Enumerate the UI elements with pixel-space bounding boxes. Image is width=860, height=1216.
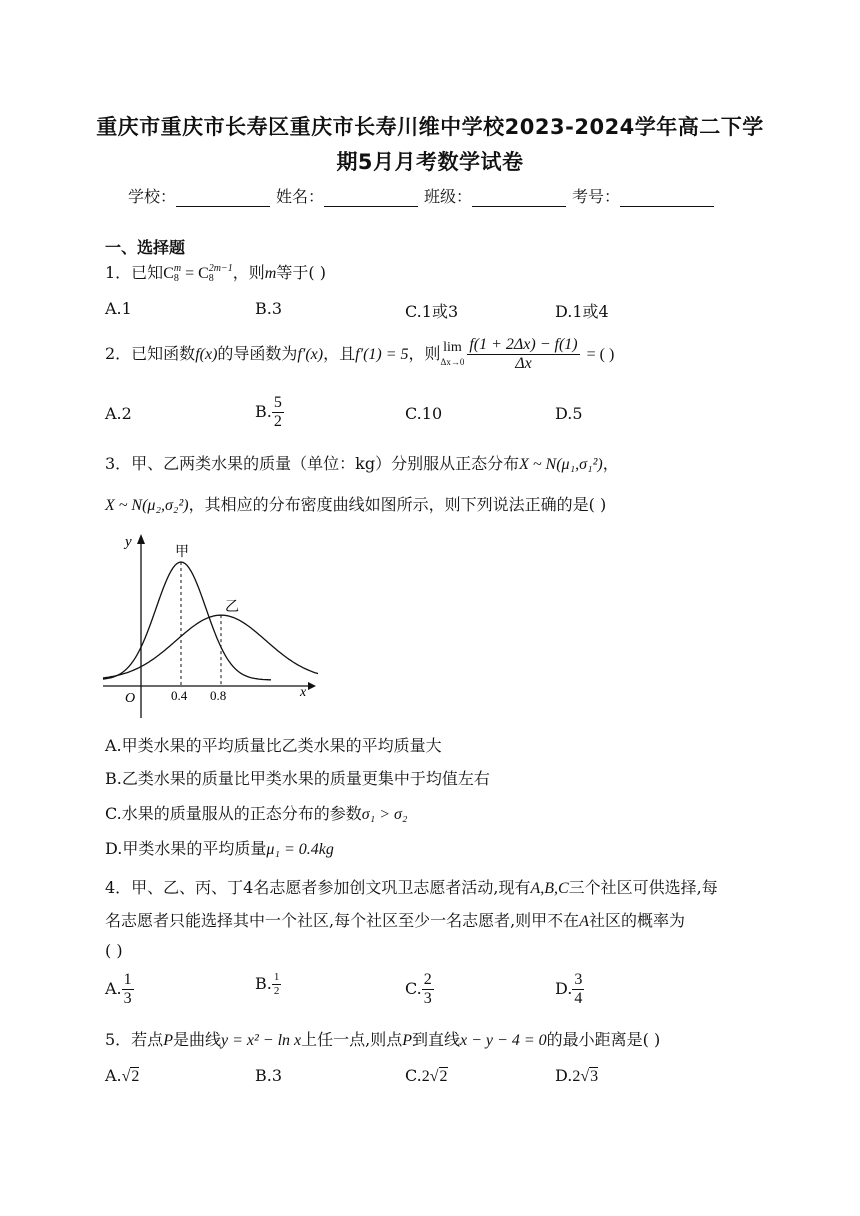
q2-numerator: f(1 + 2Δx) − f(1) (469, 336, 578, 353)
q4-option-a[interactable] (105, 971, 134, 1008)
q1-comb1-sub: 8 (173, 272, 179, 284)
q2-mid3: ，则 (408, 344, 441, 363)
q2-option-d[interactable]: D.5 (555, 404, 583, 423)
q5-option-c-radicand: 2 (439, 1068, 448, 1085)
q5-option-d[interactable]: D.2√3 (555, 1066, 599, 1085)
q3-option-c-math: σ₁ > σ₂ (361, 806, 408, 823)
q4-vars: A,B,C (530, 880, 569, 897)
q2-option-b-label: B. (255, 402, 272, 421)
q4-option-b-frac (272, 971, 282, 998)
q4-var: A (579, 913, 589, 930)
q4-option-c-num: 2 (423, 971, 432, 988)
q2-function: f(x) (195, 346, 218, 363)
q4-line2-suffix: 社区的概率为 (588, 911, 685, 930)
q3-prefix: 3．甲、乙两类水果的质量（单位：kg）分别服从正态分布 (105, 454, 520, 473)
q1-var: m (264, 265, 277, 282)
q3-option-c-text: C.水果的质量服从的正态分布的参数 (105, 804, 362, 823)
y-axis-label: y (125, 534, 132, 550)
q1-option-b[interactable]: B.3 (255, 299, 283, 318)
name-blank[interactable] (324, 190, 418, 207)
q4-line1-suffix: 三个社区可供选择,每 (568, 878, 718, 897)
q5-line: x − y − 4 = 0 (460, 1032, 547, 1049)
q2-option-b-den: 2 (273, 413, 282, 430)
q5-mid1: 是曲线 (172, 1030, 221, 1049)
q4-option-a-num: 1 (123, 971, 132, 988)
q4-option-d-num: 3 (574, 971, 583, 988)
q2-fraction (467, 336, 579, 373)
exam-title-line2: 期5月月考数学试卷 (336, 150, 524, 174)
q4-option-b-label: B. (255, 974, 272, 993)
origin-label: O (125, 691, 136, 706)
q1-comb1-sup: m (173, 262, 182, 274)
q3-option-a[interactable]: A.甲类水果的平均质量比乙类水果的平均质量大 (105, 736, 442, 755)
q2-option-b-frac (272, 394, 284, 431)
q4-option-a-frac (122, 971, 134, 1008)
q4-option-d-label: D. (555, 979, 573, 998)
q2-option-c[interactable]: C.10 (405, 404, 443, 423)
q5-point: P (163, 1032, 173, 1049)
q3-option-d-text: D.甲类水果的平均质量 (105, 839, 267, 858)
q1-prefix: 1．已知 (105, 263, 164, 282)
q5-option-d-radicand: 3 (590, 1068, 599, 1085)
q5-option-d-coef: 2 (572, 1068, 581, 1085)
q1-suffix: 等于( ) (276, 263, 326, 282)
question-4-line3: ( ) (105, 941, 123, 960)
q4-option-d-den: 4 (574, 990, 583, 1007)
series-yi-label: 乙 (225, 600, 239, 616)
q5-option-d-label: D. (555, 1066, 573, 1085)
q5-option-a-radicand: 2 (131, 1068, 140, 1085)
number-label: 考号： (572, 187, 621, 206)
q3-line1-suffix: ， (602, 454, 619, 473)
q2-derivative: f′(x) (297, 346, 324, 363)
class-blank[interactable] (472, 190, 566, 207)
q3-dist2: X ~ N(μ₂,σ₂²) (105, 497, 189, 514)
q4-line2: 名志愿者只能选择其中一个社区,每个社区至少一名志愿者,则甲不在 (105, 911, 580, 930)
q3-option-d-math: μ₁ = 0.4kg (266, 841, 334, 858)
q4-option-b-den: 2 (273, 985, 280, 997)
question-3-line2 (105, 492, 606, 515)
series-yi-curve (103, 615, 318, 678)
q3-option-b[interactable]: B.乙类水果的质量比甲类水果的质量更集中于均值左右 (105, 769, 490, 788)
q5-mid3: 到直线 (412, 1030, 461, 1049)
q3-dist1: X ~ N(μ₁,σ₁²) (519, 456, 603, 473)
school-label: 学校： (128, 187, 177, 206)
q5-option-b[interactable]: B.3 (255, 1066, 283, 1085)
class-label: 班级： (424, 187, 473, 206)
school-blank[interactable] (176, 190, 270, 207)
q2-denominator: Δx (515, 355, 532, 372)
q4-option-a-label: A. (105, 979, 122, 998)
x-axis-arrow (308, 682, 316, 690)
q1-option-c[interactable]: C.1或3 (405, 302, 459, 321)
q2-suffix: = ( ) (582, 346, 615, 363)
name-label: 姓名： (276, 187, 325, 206)
question-3-line1 (105, 451, 619, 474)
q4-option-b[interactable] (255, 971, 281, 998)
q1-comb2-sub: 8 (208, 272, 214, 284)
q2-prefix: 2．已知函数 (105, 344, 196, 363)
q4-option-d-frac (572, 971, 584, 1008)
question-2 (105, 336, 614, 373)
q1-comb2: C (198, 265, 209, 282)
q5-curve: y = x² − ln x (220, 1032, 302, 1049)
q4-option-c-den: 3 (423, 990, 432, 1007)
q5-option-c-coef: 2 (421, 1068, 430, 1085)
question-1 (105, 260, 326, 284)
q2-mid2: ，且 (323, 344, 356, 363)
q4-line1: 4．甲、乙、丙、丁4名志愿者参加创文巩卫志愿者活动,现有 (105, 878, 531, 897)
exam-title-line1: 重庆市重庆市长寿区重庆市长寿川维中学校2023-2024学年高二下学 (96, 115, 764, 139)
q2-option-a[interactable]: A.2 (105, 404, 132, 423)
tick-label-0-4: 0.4 (171, 688, 188, 703)
series-jia-label: 甲 (175, 545, 189, 560)
q4-option-a-den: 3 (123, 990, 132, 1007)
q1-mid: ，则 (232, 263, 265, 282)
q1-comb1: C (163, 265, 174, 282)
q2-lim-text: lim (443, 339, 462, 355)
normal-distribution-chart (103, 530, 318, 720)
q4-option-c[interactable] (405, 971, 434, 1008)
q5-prefix: 5．若点 (105, 1030, 164, 1049)
q4-option-d[interactable] (555, 971, 584, 1008)
q2-lim-sub: Δx→0 (440, 356, 465, 367)
q5-option-c[interactable]: C.2√2 (405, 1066, 448, 1085)
q3-option-c[interactable] (105, 801, 407, 824)
q1-comb2-sup: 2m−1 (208, 262, 233, 274)
q1-option-a[interactable]: A.1 (105, 299, 132, 318)
q2-option-b[interactable] (255, 394, 284, 431)
q2-option-b-num: 5 (273, 394, 282, 411)
q3-option-d[interactable] (105, 836, 334, 859)
tick-label-0-8: 0.8 (210, 688, 227, 703)
question-4-line2 (105, 908, 685, 931)
q5-suffix: 的最小距离是( ) (546, 1030, 661, 1049)
series-jia-curve (103, 562, 271, 680)
q2-limit (441, 341, 465, 369)
section-heading: 一、选择题 (105, 238, 186, 257)
q4-option-c-frac (422, 971, 434, 1008)
q5-option-a[interactable]: A.√2 (105, 1066, 140, 1085)
q3-line2-suffix: ，其相应的分布密度曲线如图所示，则下列说法正确的是( ) (188, 495, 607, 514)
q5-option-c-label: C. (405, 1066, 422, 1085)
question-5 (105, 1027, 660, 1050)
q1-option-d[interactable]: D.1或4 (555, 302, 609, 321)
x-axis-label: x (300, 685, 307, 700)
q4-option-c-label: C. (405, 979, 422, 998)
q5-mid2: 上任一点,则点 (301, 1030, 403, 1049)
question-4-line1 (105, 875, 718, 898)
q4-option-b-num: 1 (273, 971, 280, 983)
number-blank[interactable] (620, 190, 714, 207)
q2-condition: f′(1) = 5 (355, 346, 409, 363)
q5-point-2: P (402, 1032, 412, 1049)
q2-mid1: 的导函数为 (217, 344, 298, 363)
q1-equals: = (181, 265, 199, 282)
student-info-row (128, 184, 720, 207)
q5-option-a-label: A. (105, 1066, 122, 1085)
y-axis-arrow (137, 534, 145, 544)
